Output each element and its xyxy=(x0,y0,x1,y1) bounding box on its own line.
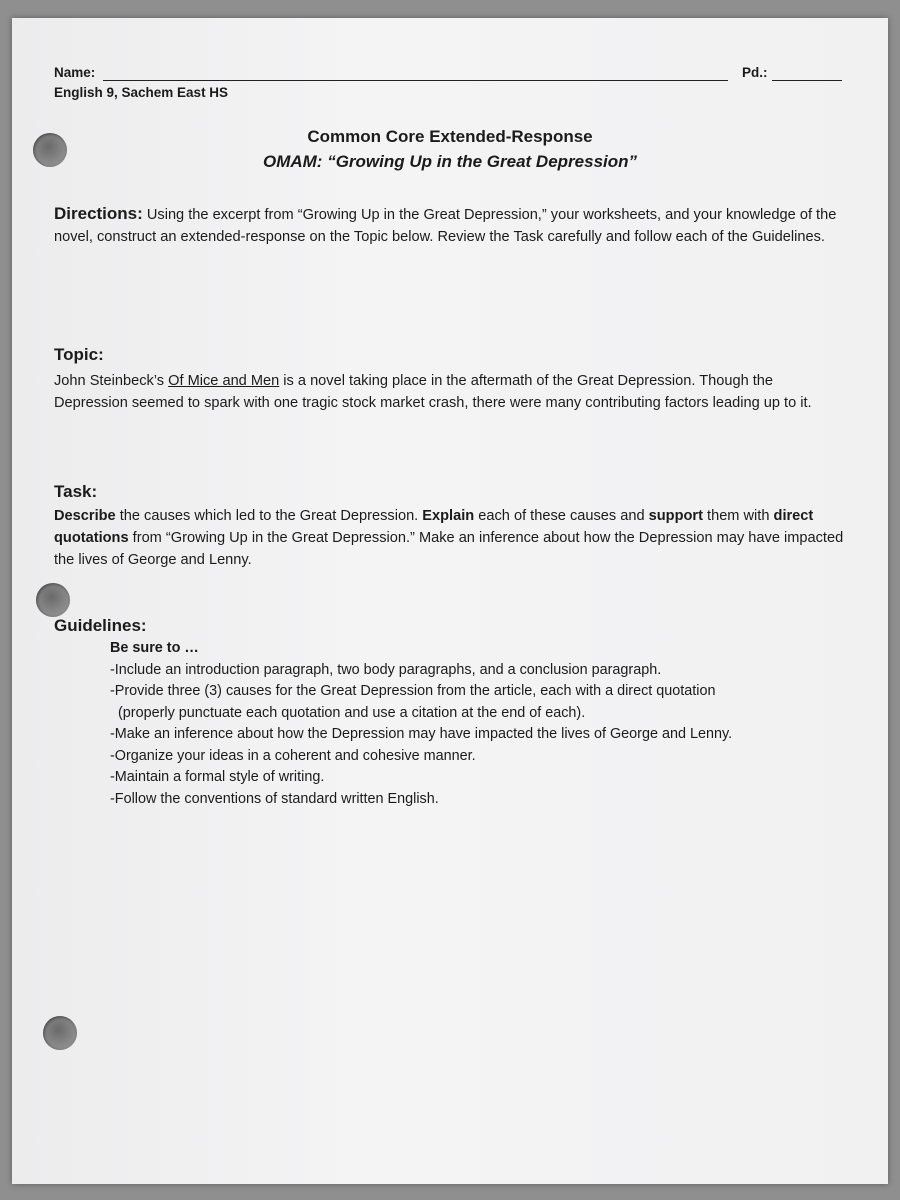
topic-paragraph xyxy=(54,370,844,414)
page-subtitle: OMAM: “Growing Up in the Great Depression” xyxy=(262,152,638,171)
guideline-item: -Make an inference about how the Depression may have impacted the lives of George and Lenny. xyxy=(110,726,733,742)
directions-paragraph xyxy=(54,203,844,248)
task-keyword-describe: Describe xyxy=(54,508,116,524)
book-title: Of Mice and Men xyxy=(168,373,280,389)
task-keyword-explain: Explain xyxy=(422,508,475,524)
task-text-3: them with xyxy=(702,508,774,524)
period-line[interactable] xyxy=(772,80,842,81)
task-text-1: the causes which led to the Great Depression. xyxy=(115,508,423,524)
guideline-item: -Maintain a formal style of writing. xyxy=(110,769,325,785)
topic-text-after: is a novel taking place in the aftermath of the Great Depression. Though the Depression seemed to spark with one tragic stock market crash, there were many contributing factors leading up to it. xyxy=(54,373,812,411)
task-paragraph xyxy=(54,505,844,571)
task-text-2: each of these causes and xyxy=(474,508,649,524)
guideline-item: -Include an introduction paragraph, two body paragraphs, and a conclusion paragraph. xyxy=(110,661,662,678)
guideline-item: -Provide three (3) causes for the Great Depression from the article, each with a direct quotation xyxy=(110,683,716,699)
task-keyword-support: support xyxy=(648,508,703,524)
page-title: Common Core Extended-Response xyxy=(307,127,593,146)
topic-text-before: John Steinbeck’s xyxy=(54,373,169,389)
directions-text: Using the excerpt from “Growing Up in the Great Depression,” your worksheets, and your knowledge of the novel, construct an extended-response on the Topic below. Review the Task carefully and follow each of the Guidelines. xyxy=(54,207,837,245)
guideline-item: -Organize your ideas in a coherent and cohesive manner. xyxy=(110,747,476,764)
topic-heading: Topic: xyxy=(54,345,104,364)
class-line: English 9, Sachem East HS xyxy=(54,85,229,100)
task-text-4: from “Growing Up in the Great Depression.” Make an inference about how the Depression may have impacted the lives of George and Lenny. xyxy=(54,530,844,568)
guidelines-heading: Guidelines: xyxy=(54,616,147,635)
guidelines-list xyxy=(110,638,850,810)
name-label: Name: xyxy=(54,65,96,80)
guidelines-intro: Be sure to … xyxy=(110,640,199,656)
task-keyword-direct-quotations: direct quotations xyxy=(54,508,814,546)
period-label: Pd.: xyxy=(742,65,768,80)
guideline-item-continuation: (properly punctuate each quotation and use a citation at the end of each). xyxy=(118,704,586,721)
punch-hole-bottom xyxy=(43,1016,77,1050)
guideline-item: -Follow the conventions of standard written English. xyxy=(110,790,439,807)
punch-hole-middle xyxy=(36,583,70,617)
task-heading: Task: xyxy=(54,482,98,501)
name-line[interactable] xyxy=(103,80,728,81)
worksheet-page xyxy=(12,18,888,1184)
directions-label: Directions: xyxy=(54,204,143,223)
